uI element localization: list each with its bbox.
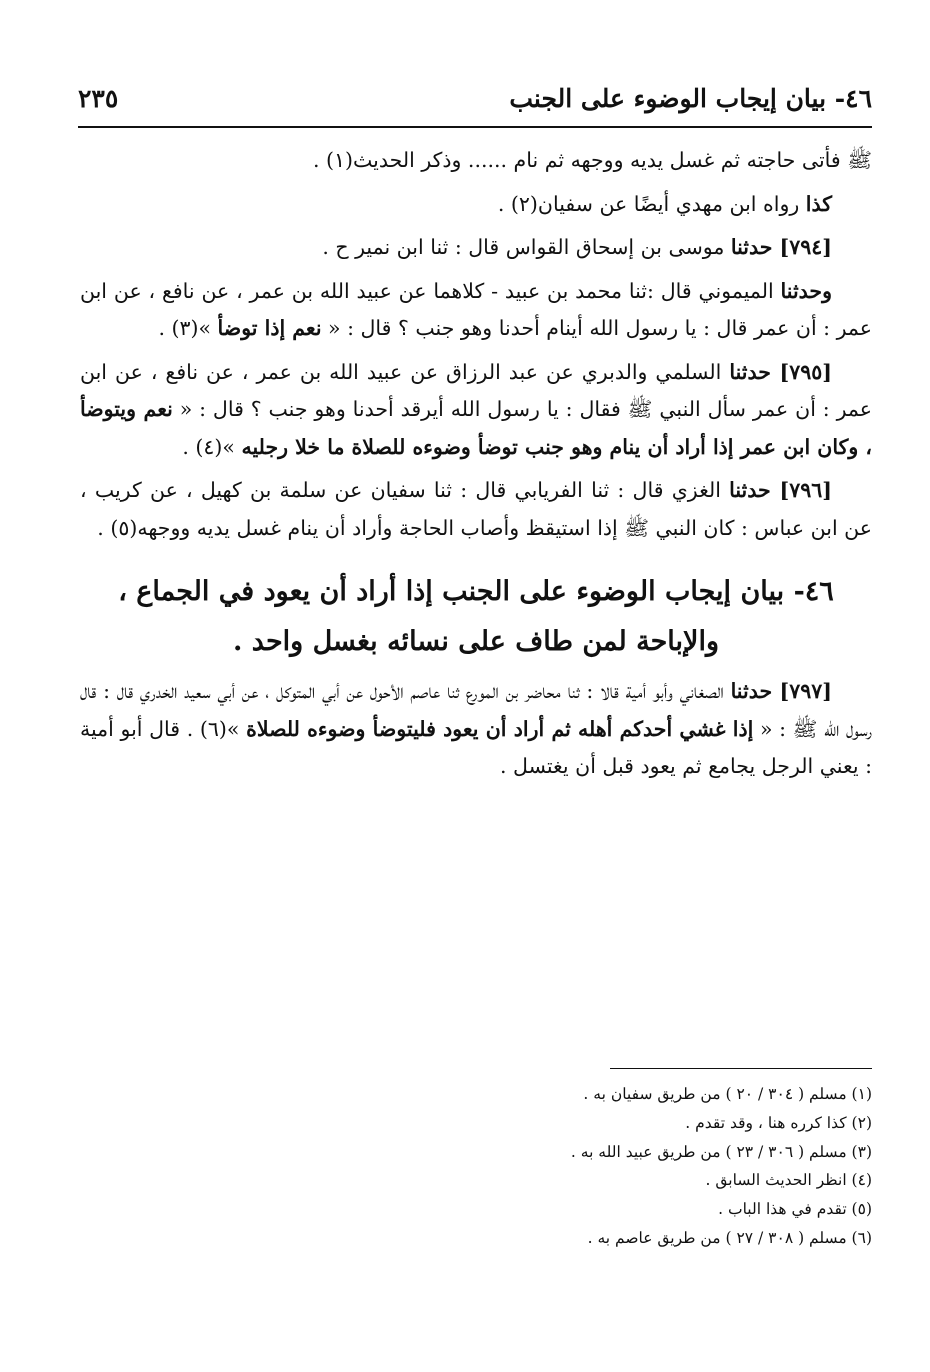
paragraph-continuation: ﷺ فأتى حاجته ثم غسل يديه ووجهه ثم نام ...... وذكر الحديث(١) . [312, 148, 872, 172]
footnotes [80, 1080, 872, 1253]
footnote-1: (١) مسلم ( ٣٠٤ / ٢٠ ) من طريق سفيان به . [583, 1085, 872, 1103]
header-rule [78, 126, 872, 128]
page-number: ٢٣٥ [78, 84, 119, 113]
paragraph-kadha: كذا رواه ابن مهدي أيضًا عن سفيان(٢) . [497, 191, 832, 216]
footnote-4: (٤) انظر الحديث السابق . [705, 1171, 872, 1190]
hadith-794: [٧٩٤] حدثنا موسى بن إسحاق القواس قال : ثنا ابن نمير ح . [322, 235, 832, 259]
hadith-795: [٧٩٥] حدثنا السلمي والدبري عن عبد الرزاق عن عبيد الله بن عمر ، عن نافع ، عن ابن عمر : أن عمر سأل النبي ﷺ فقال : يا رسول الله أيرقد أحدنا وهو جنب ؟ قال : « نعم ويتوضأ ، وكان ابن عمر إذا أراد أن ينام وهو جنب توضأ وضوءه للصلاة ما خلا رجليه »(٤) . [80, 359, 872, 459]
hadith-796: [٧٩٦] حدثنا الغزي قال : ثنا الفريابي قال : ثنا سفيان عن سلمة بن كهيل ، عن كريب ، عن ابن عباس : كان النبي ﷺ إذا استيقظ وأصاب الحاجة وأراد أن ينام غسل يديه ووجهه(٥) . [80, 478, 872, 540]
chapter-running-title: ٤٦- بيان إيجاب الوضوء على الجنب [509, 84, 872, 113]
main-text [80, 142, 872, 792]
footnote-rule [610, 1068, 872, 1069]
hadith-794-second-chain: وحدثنا الميموني قال :ثنا محمد بن عبيد - كلاهما عن عبيد الله بن عمر ، عن نافع ، عن ابن عمر : أن عمر قال : يا رسول الله أينام أحدنا وهو جنب ؟ قال : « نعم إذا توضأ »(٣) . [80, 278, 872, 340]
footnote-6: (٦) مسلم ( ٣٠٨ / ٢٧ ) من طريق عاصم به . [587, 1228, 872, 1247]
running-header [78, 78, 872, 124]
footnote-2: (٢) كذا كرره هنا ، وقد تقدم . [685, 1113, 872, 1132]
footnote-5: (٥) تقدم في هذا الباب . [718, 1200, 872, 1219]
footnote-3: (٣) مسلم ( ٣٠٦ / ٢٣ ) من طريق عبيد الله به . [570, 1142, 872, 1161]
hadith-797: [٧٩٧] حدثنا الصغاني وأبو أمية قالا : ثنا محاضر بن المورع ثنا عاصم الأحول عن أبي المتوكل ، عن أبي سعيد الخدري قال : قال رسول الله ﷺ : « إذا غشي أحدكم أهله ثم أراد أن يعود فليتوضأ وضوءه للصلاة »(٦) . قال أبو أمية : يعني الرجل يجامع ثم يعود قبل أن يغتسل . [80, 679, 872, 778]
section-heading: ٤٦- بيان إيجاب الوضوء على الجنب إذا أراد أن يعود في الجماع ، والإباحة لمن طاف على نسائه بغسل واحد . [118, 576, 834, 657]
